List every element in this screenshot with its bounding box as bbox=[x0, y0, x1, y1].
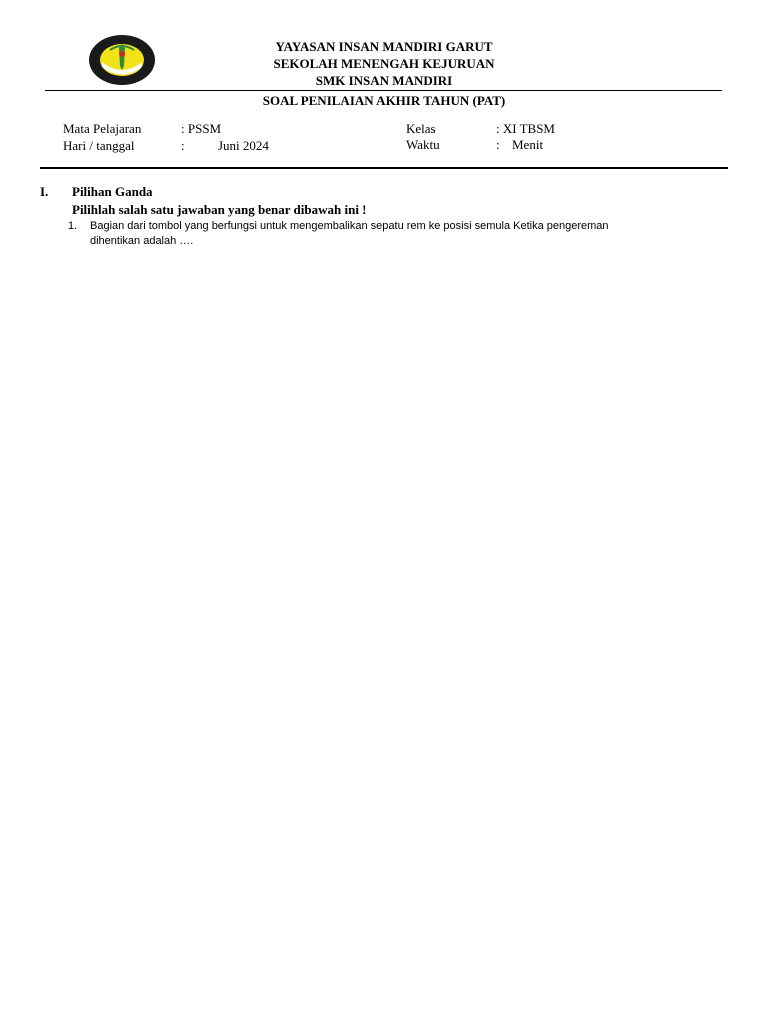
info-divider bbox=[40, 167, 728, 169]
class-value: : XI TBSM bbox=[496, 121, 555, 136]
time-colon: : bbox=[496, 137, 500, 152]
date-colon: : bbox=[181, 138, 185, 153]
exam-title: SOAL PENILAIAN AKHIR TAHUN (PAT) bbox=[262, 93, 506, 108]
school-type: SEKOLAH MENENGAH KEJURUAN bbox=[273, 56, 495, 71]
section-number: I. bbox=[40, 184, 49, 199]
school-name: SMK INSAN MANDIRI bbox=[315, 73, 453, 88]
header-divider bbox=[45, 90, 722, 91]
section-title: Pilihan Ganda bbox=[72, 184, 153, 199]
foundation-name: YAYASAN INSAN MANDIRI GARUT bbox=[275, 39, 493, 54]
date-value: Juni 2024 bbox=[218, 138, 269, 153]
question-number: 1. bbox=[68, 220, 78, 232]
time-label: Waktu bbox=[406, 137, 440, 152]
question-text-line1: Bagian dari tombol yang berfungsi untuk mengembalikan sepatu rem ke posisi semula Ketika pengereman bbox=[90, 220, 609, 232]
date-label: Hari / tanggal bbox=[63, 138, 135, 153]
subject-value: : PSSM bbox=[181, 121, 222, 136]
question-text-line2: dihentikan adalah …. bbox=[90, 235, 194, 247]
time-value: Menit bbox=[512, 137, 544, 152]
subject-label: Mata Pelajaran bbox=[63, 121, 142, 136]
section-instruction: Pilihlah salah satu jawaban yang benar dibawah ini ! bbox=[72, 202, 367, 217]
class-label: Kelas bbox=[406, 121, 436, 136]
